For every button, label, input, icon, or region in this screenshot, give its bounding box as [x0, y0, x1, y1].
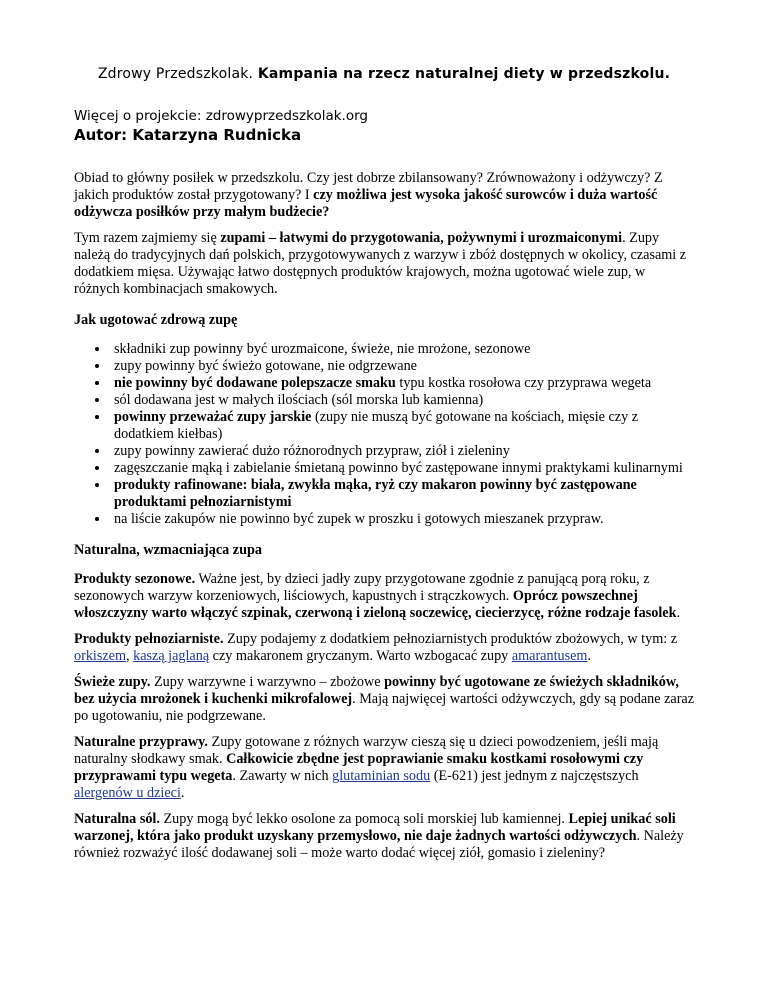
paragraph-seasonal: Produkty sezonowe. Ważne jest, by dzieci jadły zupy przygotowane zgodnie z panującą porą roku, z sezonowych warzyw korzeniowych, liściowych, kapustnych i strączkowych. Oprócz powszechnej włoszczyzny warto włączyć szpinak, czerwoną i zieloną soczewicę, ciecierzycę, różne rodzaje fasolek. — [74, 571, 681, 621]
list-item: • sól dodawana jest w małych ilościach (sól morska lub kamienna) — [110, 392, 694, 409]
intro-paragraph-1 — [74, 170, 694, 221]
paragraph-salt: Naturalna sól. Zupy mogą być lekko osolone za pomocą soli morskiej lub kamiennej. Lepiej unikać soli warzonej, która jako produkt uzyskany przemysłowo, nie daje żadnych wartości odżywczych. Należy również rozważyć ilość dodawanej soli – może warto dodać więcej ziół, gomasio i zieleniny? — [74, 811, 684, 861]
document-title — [74, 66, 694, 82]
intro-text: . Zupy należą do tradycyjnych dań polskich, przygotowywanych z warzyw i zbóż dostępnych w okolicy, czasami z dodatkiem mięsa. Używając łatwo dostępnych produktów krajowych, można ugotować wiele zup, w różnych kombinacjach smakowych. — [74, 230, 687, 297]
link-kasza-jaglana[interactable]: kaszą jaglaną — [133, 648, 210, 664]
link-orkisz[interactable]: orkiszem — [74, 648, 127, 664]
section-heading-natural-soup: Naturalna, wzmacniająca zupa — [74, 542, 262, 558]
list-item: • składniki zup powinny być urozmaicone, świeże, nie mrożone, sezonowe — [110, 341, 694, 358]
intro-text: Obiad to główny posiłek w przedszkolu. Czy jest dobrze zbilansowany? Zrównoważony i odżywczy? Z jakich produktów został przygotowany? I — [74, 170, 663, 203]
guidelines-list — [74, 341, 694, 528]
title-brand: Zdrowy Przedszkolak. — [97, 66, 254, 82]
link-amarantus[interactable]: amarantusem — [511, 648, 588, 664]
paragraph-fresh: Świeże zupy. Zupy warzywne i warzywno – zbożowe powinny być ugotowane ze świeżych składników, bez użycia mrożonek i kuchenki mikrofalowej. Mają najwięcej wartości odżywczych, gdy są podane zaraz po ugotowaniu, nie podgrzewane. — [74, 674, 695, 724]
section-heading-how-to: Jak ugotować zdrową zupę — [74, 312, 238, 328]
link-glutaminian-sodu[interactable]: glutaminian sodu — [332, 768, 431, 784]
paragraph-wholegrain: Produkty pełnoziarniste. Zupy podajemy z dodatkiem pełnoziarnistych produktów zbożowych, w tym: z orkiszem, kaszą jaglaną czy makaronem gryczanym. Warto wzbogacać zupy amarantusem. — [74, 631, 678, 664]
project-info: Więcej o projekcie: zdrowyprzedszkolak.org — [74, 108, 368, 124]
list-item: • zagęszczanie mąką i zabielanie śmietaną powinno być zastępowane innymi praktykami kulinarnymi — [110, 460, 694, 477]
list-item: • produkty rafinowane: biała, zwykła mąka, ryż czy makaron powinny być zastępowane produktami pełnoziarnistymi — [110, 477, 694, 511]
link-alergeny-u-dzieci[interactable]: alergenów u dzieci — [74, 785, 181, 801]
intro-paragraph-2 — [74, 230, 694, 298]
title-campaign: Kampania na rzecz naturalnej diety w przedszkolu. — [257, 66, 671, 82]
list-item: • nie powinny być dodawane polepszacze smaku typu kostka rosołowa czy przyprawa wegeta — [110, 375, 694, 392]
list-item: • zupy powinny być świeżo gotowane, nie odgrzewane — [110, 358, 694, 375]
intro-question: czy możliwa jest wysoka jakość surowców i duża wartość odżywcza posiłków przy małym budżecie? — [74, 187, 658, 220]
paragraph-spices: Naturalne przyprawy. Zupy gotowane z różnych warzyw cieszą się u dzieci powodzeniem, jeśli mają naturalny słodkawy smak. Całkowicie zbędne jest poprawianie smaku kostkami rosołowymi czy przyprawami typu wegeta. Zawarty w nich glutaminian sodu (E-621) jest jednym z najczęstszych alergenów u dzieci. — [74, 734, 659, 801]
list-item: • zupy powinny zawierać dużo różnorodnych przypraw, ziół i zieleniny — [110, 443, 694, 460]
list-item: • na liście zakupów nie powinno być zupek w proszku i gotowych mieszanek przypraw. — [110, 511, 694, 528]
author-line: Autor: Katarzyna Rudnicka — [74, 126, 302, 144]
intro-text: Tym razem zajmiemy się — [74, 230, 221, 246]
list-item: • powinny przeważać zupy jarskie (zupy nie muszą być gotowane na kościach, mięsie czy z dodatkiem kiełbas) — [110, 409, 694, 443]
intro-highlight: zupami – łatwymi do przygotowania, pożywnymi i urozmaiconymi — [220, 230, 623, 246]
